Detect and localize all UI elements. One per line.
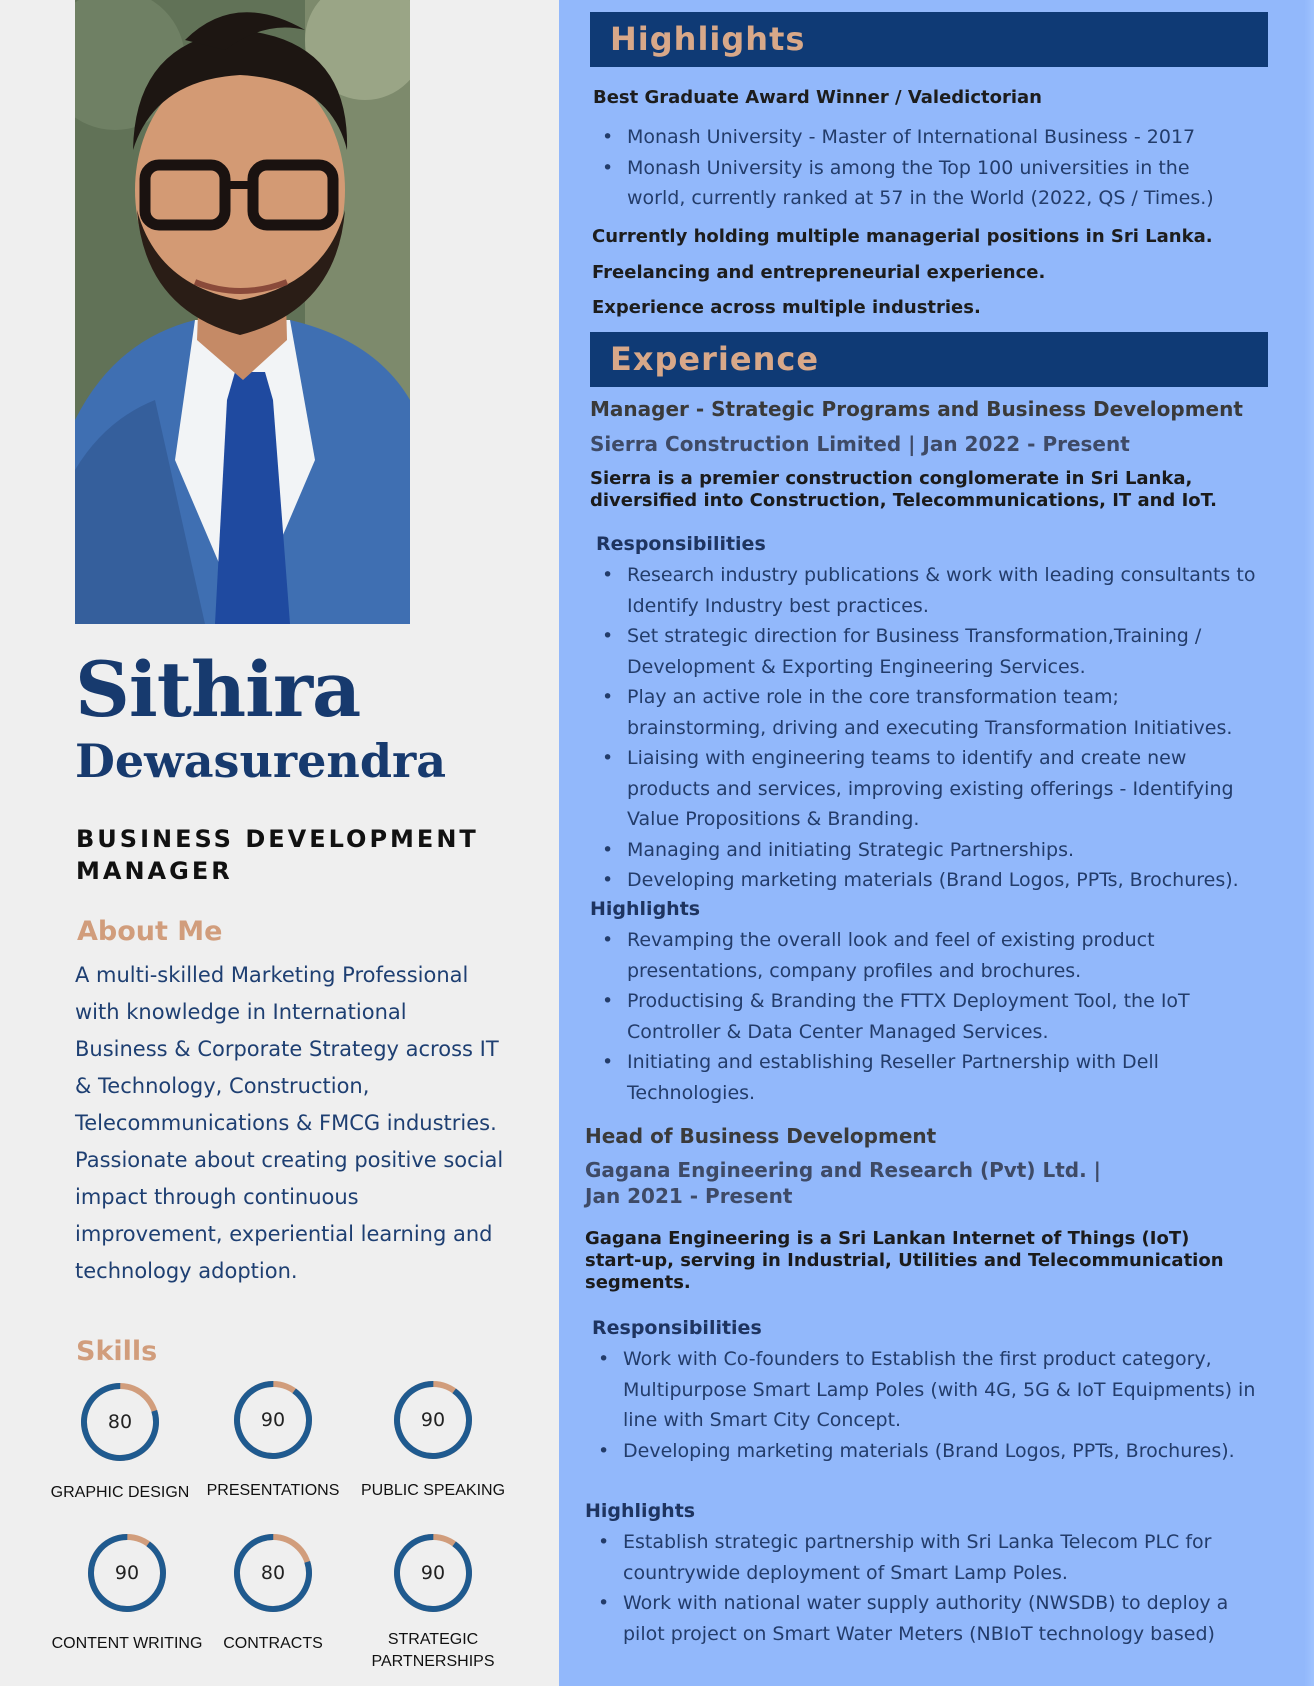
skill-graphic-design xyxy=(35,1380,205,1504)
skill-contracts xyxy=(188,1531,358,1655)
skill-label: GRAPHIC DESIGN xyxy=(50,1484,190,1501)
award-list xyxy=(593,122,1233,214)
skill-value: 90 xyxy=(420,1562,446,1584)
skill-label: CONTRACTS xyxy=(223,1635,323,1652)
job-dates: Jan 2021 - Present xyxy=(585,1184,793,1208)
list-item: • Liaising with engineering teams to identify and create new products and services, improving existing offerings - Identifying Value Propositions & Branding. xyxy=(593,743,1263,835)
last-name: Dewasurendra xyxy=(75,734,447,788)
skill-label: PUBLIC SPEAKING xyxy=(360,1482,506,1499)
right-column xyxy=(559,0,1314,1686)
list-item: • Research industry publications & work with leading consultants to Identify Industry best practices. xyxy=(593,560,1263,621)
job-company: Gagana Engineering and Research (Pvt) Ltd. | xyxy=(585,1158,1101,1182)
responsibilities-heading: Responsibilities xyxy=(592,1317,762,1339)
list-item: • Monash University is among the Top 100 universities in the world, currently ranked at 57 in the World (2022, QS / Times.) xyxy=(593,153,1233,214)
experience-heading: Experience xyxy=(610,340,820,378)
highlights-header-bar xyxy=(590,12,1268,67)
skill-content-writing xyxy=(42,1531,212,1655)
about-text: A multi-skilled Marketing Professional with knowledge in International Business & Corporate Strategy across IT & Technology, Construction, Telecommunications & FMCG industries. Passionate about creating positive social impact through continuous improvement, experiential learning and technology adoption. xyxy=(75,963,504,1283)
list-item: • Monash University - Master of International Business - 2017 xyxy=(593,122,1233,153)
job-description: Gagana Engineering is a Sri Lankan Internet of Things (IoT) start-up, serving in Industrial, Utilities and Telecommunication segments. xyxy=(585,1228,1224,1293)
first-name: Sithira xyxy=(75,645,361,734)
about-heading: About Me xyxy=(77,916,223,947)
list-item: • Revamping the overall look and feel of existing product presentations, company profiles and brochures. xyxy=(593,925,1243,986)
award-title: Best Graduate Award Winner / Valedictorian xyxy=(593,87,1042,108)
list-item: • Set strategic direction for Business Transformation,Training / Development & Exporting Engineering Services. xyxy=(593,621,1263,682)
list-item: • Productising & Branding the FTTX Deployment Tool, the IoT Controller & Data Center Managed Services. xyxy=(593,986,1243,1047)
skill-strategic-partnerships xyxy=(348,1531,518,1673)
list-item: • Establish strategic partnership with Sri Lanka Telecom PLC for countrywide deployment of Smart Lamp Poles. xyxy=(589,1527,1249,1588)
job-highlights-heading: Highlights xyxy=(585,1500,696,1522)
job-highlights-list xyxy=(589,1527,1249,1649)
job-company: Sierra Construction Limited | Jan 2022 - Present xyxy=(590,432,1130,456)
list-item: • Developing marketing materials (Brand Logos, PPTs, Brochures). xyxy=(593,865,1263,896)
skills-heading: Skills xyxy=(76,1336,158,1367)
responsibilities-list xyxy=(593,560,1263,896)
job-highlights-heading: Highlights xyxy=(590,898,701,920)
list-item: • Play an active role in the core transformation team; brainstorming, driving and executing Transformation Initiatives. xyxy=(593,682,1263,743)
highlight-line: Freelancing and entrepreneurial experience. xyxy=(592,262,1046,283)
skill-label: PRESENTATIONS xyxy=(206,1482,340,1499)
list-item: • Work with Co-founders to Establish the first product category, Multipurpose Smart Lamp Poles (with 4G, 5G & IoT Equipments) in line with Smart City Concept. xyxy=(589,1344,1265,1436)
job-highlights-list xyxy=(593,925,1243,1108)
list-item: • Developing marketing materials (Brand Logos, PPTs, Brochures). xyxy=(589,1436,1265,1467)
skill-label: CONTENT WRITING xyxy=(51,1635,203,1652)
job-role: Head of Business Development xyxy=(585,1124,937,1148)
highlight-line: Currently holding multiple managerial positions in Sri Lanka. xyxy=(592,226,1213,247)
skill-value: 80 xyxy=(107,1411,133,1433)
experience-header-bar xyxy=(590,332,1268,387)
responsibilities-list xyxy=(589,1344,1265,1466)
list-item: • Initiating and establishing Reseller Partnership with Dell Technologies. xyxy=(593,1047,1243,1108)
profile-photo xyxy=(75,0,410,624)
list-item: • Managing and initiating Strategic Partnerships. xyxy=(593,835,1263,866)
highlight-line: Experience across multiple industries. xyxy=(592,297,981,318)
skill-public-speaking xyxy=(348,1378,518,1502)
responsibilities-heading: Responsibilities xyxy=(596,533,766,555)
skill-value: 90 xyxy=(260,1409,286,1431)
list-item: • Work with national water supply authority (NWSDB) to deploy a pilot project on Smart Water Meters (NBIoT technology based) xyxy=(589,1588,1249,1649)
skill-value: 90 xyxy=(114,1562,140,1584)
highlights-heading: Highlights xyxy=(610,20,806,58)
skill-value: 80 xyxy=(260,1562,286,1584)
skill-presentations xyxy=(188,1378,358,1502)
skill-value: 90 xyxy=(420,1409,446,1431)
job-role: Manager - Strategic Programs and Business Development xyxy=(590,397,1243,421)
job-title: BUSINESS DEVELOPMENT MANAGER xyxy=(76,825,479,885)
skill-label: STRATEGIC PARTNERSHIPS xyxy=(371,1631,495,1670)
left-column xyxy=(0,0,559,1686)
job-description: Sierra is a premier construction conglomerate in Sri Lanka, diversified into Construction, Telecommunications, IT and IoT. xyxy=(590,468,1218,511)
